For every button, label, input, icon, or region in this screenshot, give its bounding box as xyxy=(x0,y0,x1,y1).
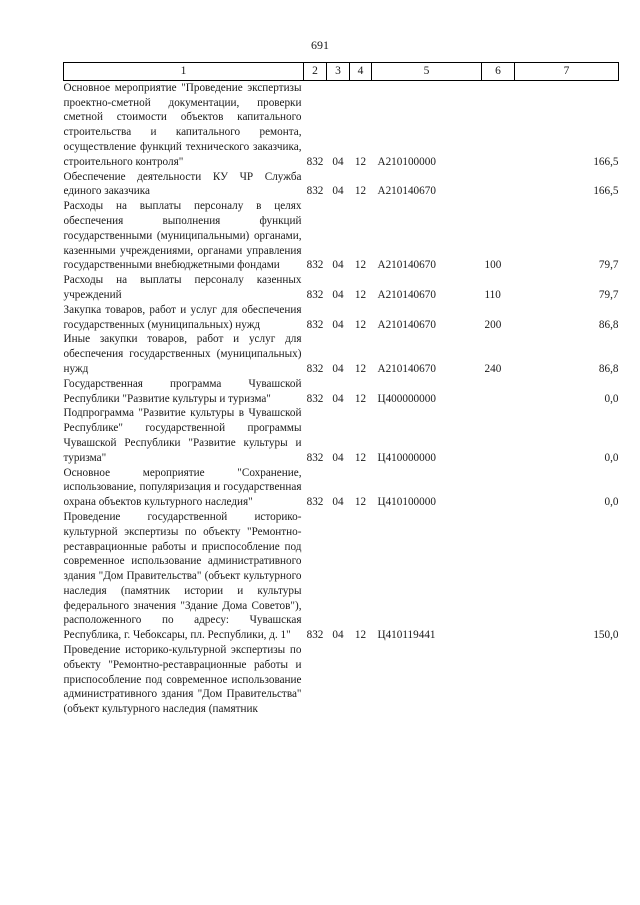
row-ministry xyxy=(304,643,327,717)
row-section: 04 xyxy=(332,496,344,509)
row-name: Расходы на выплаты персоналу в целях обеспечения выполнения функций государственными (муниципальными) органами, казенными учреждениями, органами управления государственными внебюджетными фондами xyxy=(63,200,302,272)
row-expense-type xyxy=(482,510,515,643)
row-subsection: 12 xyxy=(354,259,367,272)
row-expense-type xyxy=(482,406,515,465)
row-subsection: 12 xyxy=(354,451,367,464)
row-subsection: 12 xyxy=(354,392,367,405)
table-body xyxy=(64,80,619,717)
header-col-6: 6 xyxy=(482,63,515,81)
row-ministry: 832 xyxy=(306,362,324,375)
row-expense-type xyxy=(482,170,515,200)
table-row xyxy=(64,332,619,376)
row-section: 04 xyxy=(332,451,344,464)
row-name: Расходы на выплаты персоналу казенных учреждений xyxy=(63,274,302,301)
header-col-5: 5 xyxy=(372,63,482,81)
row-section: 04 xyxy=(332,318,344,331)
row-target: А210140670 xyxy=(377,318,436,331)
row-expense-type: 110 xyxy=(484,288,501,301)
row-target: А210140670 xyxy=(377,185,436,198)
row-ministry: 832 xyxy=(306,392,324,405)
row-ministry: 832 xyxy=(306,185,324,198)
row-amount: 0,0 xyxy=(604,392,619,405)
row-name: Закупка товаров, работ и услуг для обеспечения государственных (муниципальных) нужд xyxy=(63,303,302,331)
row-subsection: 12 xyxy=(354,362,367,375)
row-name: Проведение государственной историко-культурной экспертизы по объекту "Ремонтно-реставрационные работы и приспособление под современное использование административного здания "Дом Правительства" (объект культурного наследия (памятник истории и культуры федерального значения "Здание Дома Советов"), расположенного по адресу: Чувашская Республика, г. Чебоксары, пл. Республики, д. 1" xyxy=(63,510,302,642)
row-expense-type: 100 xyxy=(484,259,502,272)
row-ministry: 832 xyxy=(306,496,324,509)
row-amount: 166,5 xyxy=(593,155,619,168)
row-subsection: 12 xyxy=(354,185,367,198)
table-row xyxy=(64,377,619,407)
row-subsection: 12 xyxy=(354,496,367,509)
header-row xyxy=(64,63,619,81)
row-expense-type xyxy=(482,377,515,407)
table-row xyxy=(64,199,619,273)
row-section: 04 xyxy=(332,259,344,272)
row-target: А210100000 xyxy=(377,155,436,168)
row-name: Подпрограмма "Развитие культуры в Чувашской Республике" государственной программы Чувашской Республики "Развитие культуры и туризма" xyxy=(63,407,302,464)
table-row xyxy=(64,303,619,333)
row-section: 04 xyxy=(332,362,344,375)
row-amount: 166,5 xyxy=(593,185,619,198)
row-expense-type: 200 xyxy=(484,318,502,331)
row-amount: 0,0 xyxy=(604,496,619,509)
header-col-1: 1 xyxy=(64,63,304,81)
row-subsection: 12 xyxy=(354,318,367,331)
header-col-2: 2 xyxy=(304,63,327,81)
row-target: А210140670 xyxy=(377,362,436,375)
row-target: Ц410119441 xyxy=(377,629,436,642)
row-subsection: 12 xyxy=(354,288,367,301)
table-row xyxy=(64,510,619,643)
row-ministry: 832 xyxy=(306,259,324,272)
row-name: Государственная программа Чувашской Республики "Развитие культуры и туризма" xyxy=(63,377,302,405)
row-name: Основное мероприятие "Сохранение, использование, популяризация и государственная охрана объектов культурного наследия" xyxy=(63,466,302,509)
row-amount: 79,7 xyxy=(598,288,619,301)
row-ministry: 832 xyxy=(306,629,324,642)
row-name: Основное мероприятие "Проведение экспертизы проектно-сметной документации, проверки сметной стоимости объектов капитального строительства и капитального ремонта, осуществление функций технического заказчика, строительного контроля" xyxy=(63,81,302,168)
header-col-3: 3 xyxy=(327,63,350,81)
row-section: 04 xyxy=(332,629,344,642)
row-target: А210140670 xyxy=(377,259,436,272)
row-target: Ц410100000 xyxy=(377,496,436,509)
row-target xyxy=(372,643,482,717)
row-section xyxy=(327,643,350,717)
row-name: Иные закупки товаров, работ и услуг для обеспечения государственных (муниципальных) нужд xyxy=(63,333,302,375)
row-amount xyxy=(515,643,619,717)
row-expense-type xyxy=(482,80,515,169)
row-name: Проведение историко-культурной экспертизы по объекту "Ремонтно-реставрационные работы и приспособление под современное использование административного здания "Дом Правительства" (объект культурного наследия (памятник xyxy=(63,644,302,716)
row-section: 04 xyxy=(332,155,344,168)
row-amount: 150,0 xyxy=(593,629,619,642)
page-number: 691 xyxy=(311,38,329,52)
row-name: Обеспечение деятельности КУ ЧР Служба единого заказчика xyxy=(63,170,302,198)
header-col-7: 7 xyxy=(515,63,619,81)
table-header xyxy=(64,63,619,81)
row-subsection: 12 xyxy=(354,629,367,642)
row-section: 04 xyxy=(332,392,344,405)
row-ministry: 832 xyxy=(306,288,324,301)
row-expense-type: 240 xyxy=(484,362,502,375)
row-amount: 86,8 xyxy=(598,362,619,375)
table-row xyxy=(64,170,619,200)
row-expense-type xyxy=(482,466,515,510)
table-row xyxy=(64,643,619,717)
row-expense-type xyxy=(482,643,515,717)
row-target: Ц410000000 xyxy=(377,451,436,464)
row-ministry: 832 xyxy=(306,318,324,331)
row-amount: 86,8 xyxy=(598,318,619,331)
table-row xyxy=(64,406,619,465)
table-row xyxy=(64,466,619,510)
row-target: Ц400000000 xyxy=(377,392,436,405)
row-subsection: 12 xyxy=(354,155,367,168)
budget-table xyxy=(63,62,619,717)
row-subsection xyxy=(350,643,372,717)
row-amount: 79,7 xyxy=(598,259,619,272)
row-amount: 0,0 xyxy=(604,451,619,464)
table-row xyxy=(64,80,619,169)
table-row xyxy=(64,273,619,303)
row-target: А210140670 xyxy=(377,288,436,301)
header-col-4: 4 xyxy=(350,63,372,81)
row-ministry: 832 xyxy=(306,451,324,464)
row-section: 04 xyxy=(332,288,344,301)
row-section: 04 xyxy=(332,185,344,198)
row-ministry: 832 xyxy=(306,155,324,168)
